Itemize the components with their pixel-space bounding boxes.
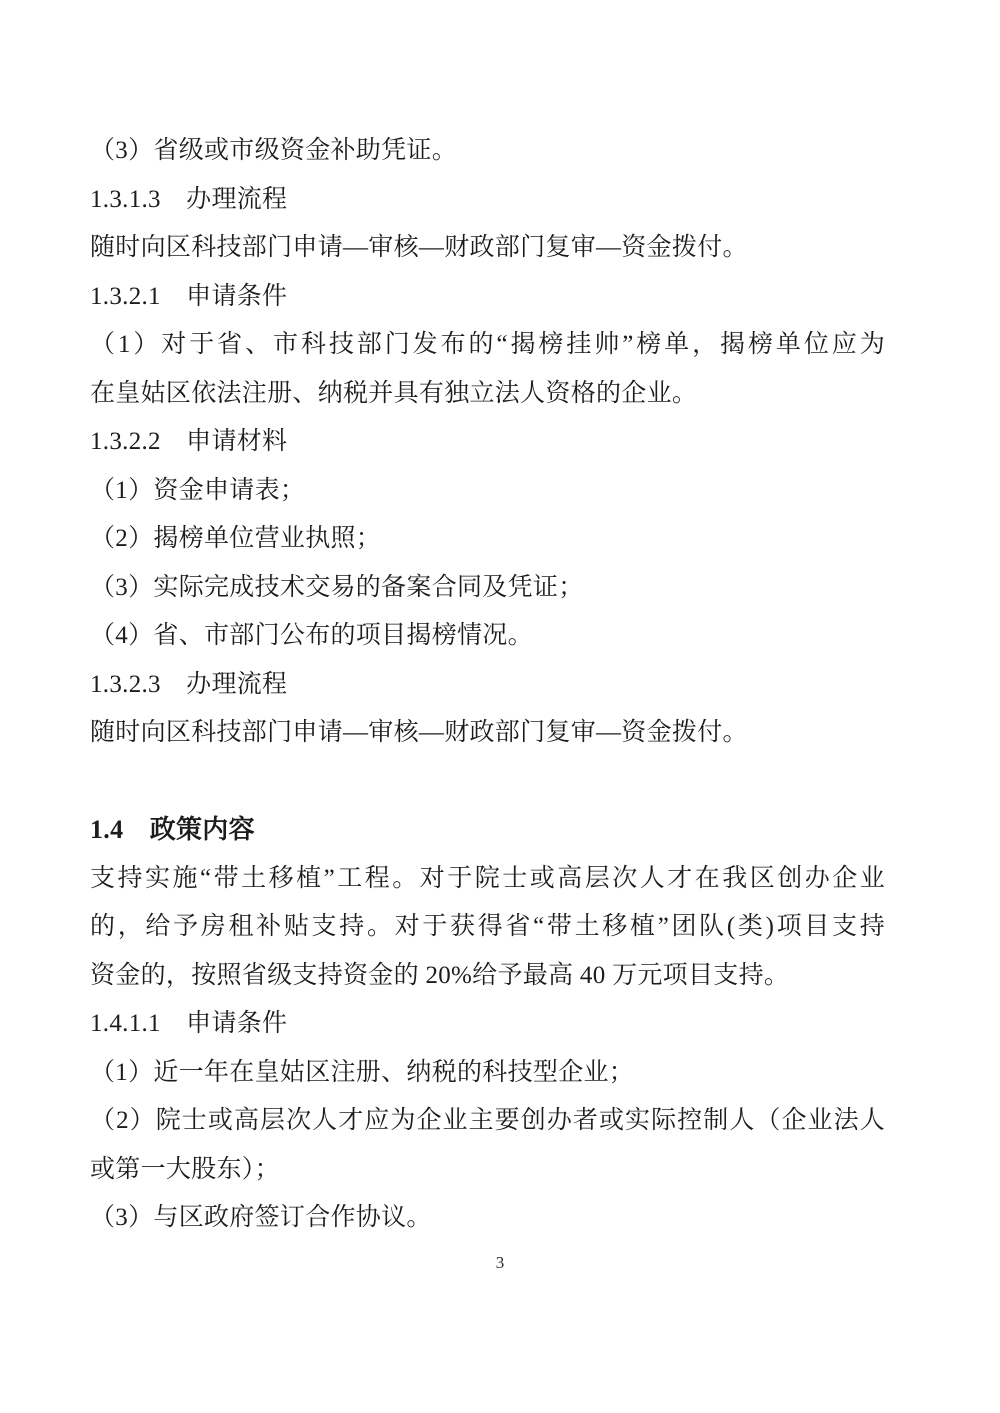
text-line: 在皇姑区依法注册、纳税并具有独立法人资格的企业。 <box>90 379 698 407</box>
text-line: （3）省级或市级资金补助凭证。 <box>90 137 458 164</box>
text-line: （1）对于省、市科技部门发布的“揭榜挂帅”榜单，揭榜单位应为 <box>90 331 885 358</box>
text-line: （1）近一年在皇姑区注册、纳税的科技型企业； <box>90 1058 635 1086</box>
text-line: （1）资金申请表； <box>90 476 306 504</box>
document-content <box>90 127 885 1243</box>
text-line: 支持实施“带土移植”工程。对于院士或高层次人才在我区创办企业 <box>90 864 885 892</box>
text-line: 1.3.2.1 申请条件 <box>90 282 288 310</box>
text-line: （3）实际完成技术交易的备案合同及凭证； <box>90 573 584 601</box>
text-line: 资金的，按照省级支持资金的 20%给予最高 40 万元项目支持。 <box>90 961 790 989</box>
text-line: （3）与区政府签订合作协议。 <box>90 1204 432 1231</box>
text-line: （2）院士或高层次人才应为企业主要创办者或实际控制人（企业法人 <box>90 1107 885 1134</box>
text-line: 随时向区科技部门申请—审核—财政部门复审—资金拨付。 <box>90 234 748 261</box>
text-line: 的，给予房租补贴支持。对于获得省“带土移植”团队(类)项目支持 <box>90 913 885 940</box>
text-line: 1.4.1.1 申请条件 <box>90 1010 288 1037</box>
page-number: 3 <box>495 1253 505 1272</box>
text-line: 随时向区科技部门申请—审核—财政部门复审—资金拨付。 <box>90 719 748 746</box>
text-line: （4）省、市部门公布的项目揭榜情况。 <box>90 622 533 649</box>
text-line: 1.3.2.3 办理流程 <box>90 670 288 698</box>
section-heading: 1.4 政策内容 <box>90 815 255 844</box>
text-line: 1.3.2.2 申请材料 <box>90 428 288 455</box>
text-line: 或第一大股东）； <box>90 1155 280 1183</box>
text-line: 1.3.1.3 办理流程 <box>90 185 288 213</box>
text-line: （2）揭榜单位营业执照； <box>90 525 382 552</box>
